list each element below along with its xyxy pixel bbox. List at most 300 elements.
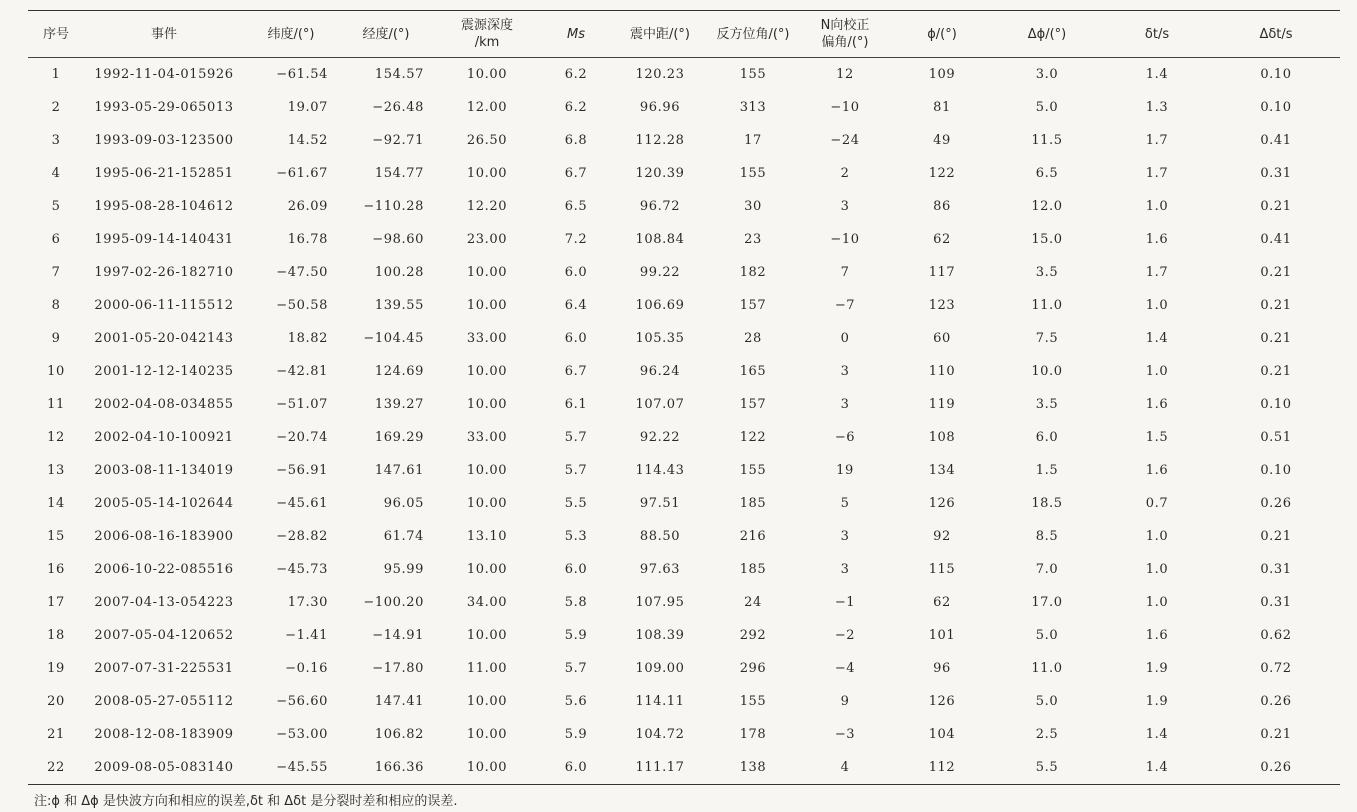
cell-phi: 86 <box>933 199 951 214</box>
cell-magnitude: 5.9 <box>564 628 588 643</box>
cell-n-correction: 3 <box>840 529 850 544</box>
cell-distance: 114.43 <box>635 463 685 478</box>
cell-depth: 12.20 <box>466 199 508 214</box>
cell-n-correction: 12 <box>836 67 854 82</box>
cell-event: 2003-08-11-134019 <box>94 463 234 478</box>
cell-delta-phi: 6.0 <box>1035 430 1059 445</box>
cell-index: 10 <box>47 364 65 379</box>
cell-n-correction: −3 <box>834 727 856 742</box>
col-header-longitude: 经度/(°) <box>362 26 410 42</box>
cell-delta-delta-t: 0.21 <box>1260 298 1292 313</box>
cell-back-azimuth: 122 <box>739 430 767 445</box>
cell-delta-delta-t: 0.21 <box>1260 331 1292 346</box>
cell-delta-t: 1.4 <box>1145 331 1169 346</box>
cell-delta-delta-t: 0.21 <box>1260 199 1292 214</box>
cell-latitude: −61.54 <box>276 67 328 82</box>
cell-event: 2007-07-31-225531 <box>94 661 234 676</box>
cell-phi: 101 <box>928 628 956 643</box>
cell-depth: 10.00 <box>466 397 508 412</box>
cell-index: 3 <box>51 133 61 148</box>
cell-magnitude: 6.0 <box>564 331 588 346</box>
cell-n-correction: −6 <box>834 430 856 445</box>
cell-latitude: −53.00 <box>276 727 328 742</box>
cell-longitude: −14.91 <box>372 628 424 643</box>
cell-delta-t: 1.0 <box>1145 298 1169 313</box>
cell-distance: 92.22 <box>639 430 681 445</box>
cell-back-azimuth: 182 <box>739 265 767 280</box>
cell-delta-t: 1.7 <box>1145 265 1169 280</box>
col-header-delta-phi: Δϕ/(°) <box>1027 26 1067 42</box>
table-row <box>28 652 1340 685</box>
cell-magnitude: 6.2 <box>564 100 588 115</box>
col-header-phi: ϕ/(°) <box>927 26 957 42</box>
table-row <box>28 487 1340 520</box>
cell-distance: 120.39 <box>635 166 685 181</box>
cell-delta-t: 1.4 <box>1145 760 1169 775</box>
table-row <box>28 388 1340 421</box>
cell-index: 17 <box>47 595 65 610</box>
col-header-depth: 震源深度 /km <box>460 18 513 50</box>
cell-delta-delta-t: 0.21 <box>1260 529 1292 544</box>
cell-back-azimuth: 28 <box>744 331 762 346</box>
table-row <box>28 322 1340 355</box>
cell-event: 1995-09-14-140431 <box>94 232 234 247</box>
cell-index: 19 <box>47 661 65 676</box>
cell-index: 21 <box>47 727 65 742</box>
cell-index: 7 <box>51 265 61 280</box>
cell-index: 11 <box>47 397 65 412</box>
table-body <box>28 58 1340 785</box>
cell-magnitude: 5.7 <box>564 661 588 676</box>
cell-longitude: 106.82 <box>374 727 424 742</box>
cell-magnitude: 5.5 <box>564 496 588 511</box>
cell-n-correction: 19 <box>836 463 854 478</box>
cell-index: 4 <box>51 166 61 181</box>
cell-depth: 10.00 <box>466 628 508 643</box>
cell-n-correction: −4 <box>834 661 856 676</box>
cell-index: 16 <box>47 562 65 577</box>
cell-longitude: 124.69 <box>374 364 424 379</box>
cell-magnitude: 6.4 <box>564 298 588 313</box>
col-header-epicentral-distance: 震中距/(°) <box>629 26 691 42</box>
cell-back-azimuth: 155 <box>739 463 767 478</box>
col-header-index: 序号 <box>42 26 69 42</box>
cell-delta-t: 0.7 <box>1145 496 1169 511</box>
cell-event: 2002-04-08-034855 <box>94 397 234 412</box>
cell-delta-delta-t: 0.26 <box>1260 760 1292 775</box>
cell-delta-phi: 11.0 <box>1031 661 1063 676</box>
cell-back-azimuth: 138 <box>739 760 767 775</box>
cell-event: 1992-11-04-015926 <box>94 67 234 82</box>
cell-latitude: 26.09 <box>287 199 328 214</box>
cell-latitude: −0.16 <box>285 661 328 676</box>
earthquake-events-table <box>28 10 1340 785</box>
cell-back-azimuth: 157 <box>739 397 767 412</box>
cell-back-azimuth: 313 <box>739 100 767 115</box>
table-footnote: 注:ϕ 和 Δϕ 是快波方向和相应的误差,δt 和 Δδt 是分裂时差和相应的误差. <box>34 794 458 809</box>
cell-delta-phi: 18.5 <box>1031 496 1063 511</box>
cell-delta-phi: 1.5 <box>1035 463 1059 478</box>
cell-phi: 109 <box>928 67 956 82</box>
data-table-container <box>28 10 1340 785</box>
cell-distance: 109.00 <box>635 661 685 676</box>
cell-back-azimuth: 157 <box>739 298 767 313</box>
cell-delta-delta-t: 0.31 <box>1260 595 1292 610</box>
cell-delta-phi: 7.0 <box>1035 562 1059 577</box>
cell-phi: 110 <box>928 364 956 379</box>
cell-phi: 112 <box>928 760 956 775</box>
cell-n-correction: 5 <box>840 496 850 511</box>
cell-index: 8 <box>51 298 61 313</box>
cell-delta-phi: 15.0 <box>1031 232 1063 247</box>
cell-distance: 105.35 <box>635 331 685 346</box>
cell-event: 1997-02-26-182710 <box>94 265 234 280</box>
cell-delta-delta-t: 0.62 <box>1260 628 1292 643</box>
cell-delta-t: 1.0 <box>1145 562 1169 577</box>
cell-n-correction: 4 <box>840 760 850 775</box>
cell-magnitude: 6.0 <box>564 562 588 577</box>
cell-delta-t: 1.9 <box>1145 661 1169 676</box>
cell-delta-t: 1.6 <box>1145 397 1169 412</box>
cell-back-azimuth: 178 <box>739 727 767 742</box>
cell-magnitude: 6.5 <box>564 199 588 214</box>
cell-latitude: −56.60 <box>276 694 328 709</box>
table-row <box>28 751 1340 785</box>
cell-n-correction: 3 <box>840 562 850 577</box>
cell-event: 1995-06-21-152851 <box>94 166 234 181</box>
table-row <box>28 586 1340 619</box>
table-row <box>28 58 1340 92</box>
cell-delta-t: 1.4 <box>1145 727 1169 742</box>
cell-n-correction: −10 <box>830 232 860 247</box>
table-row <box>28 619 1340 652</box>
cell-depth: 10.00 <box>466 265 508 280</box>
cell-delta-delta-t: 0.72 <box>1260 661 1292 676</box>
cell-back-azimuth: 17 <box>744 133 762 148</box>
cell-event: 2008-12-08-183909 <box>94 727 234 742</box>
cell-depth: 26.50 <box>466 133 508 148</box>
table-row <box>28 256 1340 289</box>
cell-longitude: −92.71 <box>372 133 424 148</box>
table-row <box>28 91 1340 124</box>
table-row <box>28 553 1340 586</box>
cell-longitude: −110.28 <box>363 199 424 214</box>
cell-delta-delta-t: 0.10 <box>1260 397 1292 412</box>
cell-delta-phi: 5.0 <box>1035 694 1059 709</box>
cell-longitude: 100.28 <box>374 265 424 280</box>
cell-phi: 62 <box>933 232 951 247</box>
cell-delta-delta-t: 0.41 <box>1260 133 1292 148</box>
cell-depth: 13.10 <box>466 529 508 544</box>
cell-phi: 92 <box>933 529 951 544</box>
cell-phi: 62 <box>933 595 951 610</box>
cell-distance: 99.22 <box>639 265 681 280</box>
cell-delta-phi: 2.5 <box>1035 727 1059 742</box>
cell-delta-delta-t: 0.31 <box>1260 562 1292 577</box>
col-header-magnitude: Ms <box>567 26 585 42</box>
cell-index: 5 <box>51 199 61 214</box>
cell-longitude: −26.48 <box>372 100 424 115</box>
cell-latitude: 19.07 <box>287 100 328 115</box>
cell-latitude: −20.74 <box>276 430 328 445</box>
cell-distance: 96.24 <box>639 364 681 379</box>
cell-index: 2 <box>51 100 61 115</box>
table-row <box>28 454 1340 487</box>
cell-depth: 33.00 <box>466 331 508 346</box>
cell-delta-t: 1.0 <box>1145 529 1169 544</box>
cell-delta-phi: 7.5 <box>1035 331 1059 346</box>
cell-depth: 23.00 <box>466 232 508 247</box>
cell-back-azimuth: 216 <box>739 529 767 544</box>
cell-delta-delta-t: 0.41 <box>1260 232 1292 247</box>
cell-n-correction: −1 <box>834 595 856 610</box>
cell-distance: 107.07 <box>635 397 685 412</box>
cell-delta-t: 1.3 <box>1145 100 1169 115</box>
cell-back-azimuth: 155 <box>739 166 767 181</box>
cell-event: 2008-05-27-055112 <box>94 694 234 709</box>
col-header-event: 事件 <box>150 26 177 42</box>
cell-distance: 108.39 <box>635 628 685 643</box>
cell-depth: 10.00 <box>466 166 508 181</box>
cell-latitude: 18.82 <box>287 331 328 346</box>
cell-distance: 96.72 <box>639 199 681 214</box>
table-row <box>28 289 1340 322</box>
cell-latitude: −56.91 <box>276 463 328 478</box>
cell-depth: 10.00 <box>466 67 508 82</box>
cell-event: 2002-04-10-100921 <box>94 430 234 445</box>
cell-delta-phi: 5.5 <box>1035 760 1059 775</box>
cell-index: 9 <box>51 331 61 346</box>
cell-longitude: −104.45 <box>363 331 424 346</box>
cell-phi: 104 <box>928 727 956 742</box>
cell-back-azimuth: 296 <box>739 661 767 676</box>
cell-magnitude: 5.9 <box>564 727 588 742</box>
cell-event: 2001-05-20-042143 <box>94 331 234 346</box>
col-header-latitude: 纬度/(°) <box>267 26 315 42</box>
cell-delta-delta-t: 0.26 <box>1260 496 1292 511</box>
cell-back-azimuth: 30 <box>744 199 762 214</box>
cell-longitude: −17.80 <box>372 661 424 676</box>
cell-delta-t: 1.7 <box>1145 166 1169 181</box>
cell-back-azimuth: 185 <box>739 496 767 511</box>
cell-latitude: −45.73 <box>276 562 328 577</box>
cell-phi: 123 <box>928 298 956 313</box>
table-row <box>28 223 1340 256</box>
table-row <box>28 124 1340 157</box>
cell-distance: 111.17 <box>635 760 685 775</box>
cell-event: 2007-05-04-120652 <box>94 628 234 643</box>
cell-phi: 134 <box>928 463 956 478</box>
cell-magnitude: 5.7 <box>564 463 588 478</box>
cell-delta-phi: 3.5 <box>1035 397 1059 412</box>
cell-delta-phi: 12.0 <box>1031 199 1063 214</box>
cell-depth: 33.00 <box>466 430 508 445</box>
cell-n-correction: 2 <box>840 166 850 181</box>
cell-event: 1995-08-28-104612 <box>94 199 234 214</box>
cell-latitude: −61.67 <box>276 166 328 181</box>
cell-index: 1 <box>51 67 61 82</box>
cell-delta-phi: 3.5 <box>1035 265 1059 280</box>
cell-magnitude: 6.0 <box>564 265 588 280</box>
cell-event: 2006-10-22-085516 <box>94 562 234 577</box>
cell-index: 18 <box>47 628 65 643</box>
cell-phi: 119 <box>928 397 956 412</box>
cell-depth: 12.00 <box>466 100 508 115</box>
cell-longitude: 147.61 <box>374 463 424 478</box>
cell-delta-t: 1.4 <box>1145 67 1169 82</box>
cell-phi: 122 <box>928 166 956 181</box>
cell-delta-phi: 5.0 <box>1035 100 1059 115</box>
table-row <box>28 718 1340 751</box>
cell-index: 20 <box>47 694 65 709</box>
cell-distance: 107.95 <box>635 595 685 610</box>
cell-longitude: 169.29 <box>374 430 424 445</box>
cell-phi: 117 <box>928 265 956 280</box>
col-header-back-azimuth: 反方位角/(°) <box>716 26 790 42</box>
cell-event: 1993-05-29-065013 <box>94 100 234 115</box>
cell-longitude: 166.36 <box>374 760 424 775</box>
table-header-row <box>28 11 1340 58</box>
cell-n-correction: 9 <box>840 694 850 709</box>
cell-depth: 34.00 <box>466 595 508 610</box>
cell-magnitude: 5.8 <box>564 595 588 610</box>
cell-event: 2001-12-12-140235 <box>94 364 234 379</box>
cell-latitude: 17.30 <box>287 595 328 610</box>
cell-back-azimuth: 185 <box>739 562 767 577</box>
cell-distance: 88.50 <box>639 529 681 544</box>
cell-delta-t: 1.6 <box>1145 463 1169 478</box>
cell-distance: 96.96 <box>639 100 681 115</box>
cell-distance: 120.23 <box>635 67 685 82</box>
cell-index: 6 <box>51 232 61 247</box>
cell-latitude: 16.78 <box>287 232 328 247</box>
cell-latitude: 14.52 <box>287 133 328 148</box>
cell-latitude: −42.81 <box>276 364 328 379</box>
cell-back-azimuth: 155 <box>739 67 767 82</box>
cell-phi: 108 <box>928 430 956 445</box>
cell-depth: 10.00 <box>466 364 508 379</box>
cell-latitude: −50.58 <box>276 298 328 313</box>
cell-depth: 10.00 <box>466 760 508 775</box>
cell-delta-t: 1.7 <box>1145 133 1169 148</box>
cell-latitude: −47.50 <box>276 265 328 280</box>
cell-delta-t: 1.0 <box>1145 595 1169 610</box>
cell-event: 1993-09-03-123500 <box>94 133 234 148</box>
cell-delta-t: 1.0 <box>1145 364 1169 379</box>
cell-delta-delta-t: 0.10 <box>1260 463 1292 478</box>
cell-delta-delta-t: 0.21 <box>1260 364 1292 379</box>
cell-delta-phi: 5.0 <box>1035 628 1059 643</box>
cell-delta-phi: 6.5 <box>1035 166 1059 181</box>
table-row <box>28 520 1340 553</box>
cell-n-correction: −10 <box>830 100 860 115</box>
cell-delta-phi: 11.0 <box>1031 298 1063 313</box>
cell-depth: 10.00 <box>466 694 508 709</box>
cell-back-azimuth: 165 <box>739 364 767 379</box>
table-row <box>28 190 1340 223</box>
cell-phi: 115 <box>928 562 956 577</box>
cell-magnitude: 6.1 <box>564 397 588 412</box>
cell-latitude: −1.41 <box>285 628 328 643</box>
cell-magnitude: 6.0 <box>564 760 588 775</box>
cell-distance: 97.63 <box>639 562 681 577</box>
cell-delta-delta-t: 0.21 <box>1260 265 1292 280</box>
col-header-n-correction: N向校正 偏角/(°) <box>820 18 870 50</box>
cell-phi: 60 <box>933 331 951 346</box>
cell-phi: 96 <box>933 661 951 676</box>
cell-back-azimuth: 24 <box>744 595 762 610</box>
cell-longitude: −100.20 <box>363 595 424 610</box>
cell-longitude: 154.57 <box>374 67 424 82</box>
cell-n-correction: 3 <box>840 397 850 412</box>
col-header-delta-delta-t: Δδt/s <box>1259 26 1293 42</box>
cell-magnitude: 6.7 <box>564 364 588 379</box>
cell-magnitude: 7.2 <box>564 232 588 247</box>
cell-depth: 10.00 <box>466 562 508 577</box>
cell-depth: 10.00 <box>466 298 508 313</box>
cell-magnitude: 6.8 <box>564 133 588 148</box>
col-header-delta-t: δt/s <box>1144 26 1170 42</box>
cell-longitude: 154.77 <box>374 166 424 181</box>
cell-index: 15 <box>47 529 65 544</box>
cell-magnitude: 5.6 <box>564 694 588 709</box>
cell-index: 14 <box>47 496 65 511</box>
cell-magnitude: 6.2 <box>564 67 588 82</box>
cell-delta-delta-t: 0.51 <box>1260 430 1292 445</box>
table-row <box>28 355 1340 388</box>
table-row <box>28 421 1340 454</box>
cell-delta-t: 1.5 <box>1145 430 1169 445</box>
cell-index: 12 <box>47 430 65 445</box>
cell-delta-t: 1.9 <box>1145 694 1169 709</box>
cell-depth: 10.00 <box>466 463 508 478</box>
cell-delta-phi: 17.0 <box>1031 595 1063 610</box>
cell-distance: 114.11 <box>635 694 685 709</box>
cell-n-correction: −7 <box>834 298 856 313</box>
cell-event: 2000-06-11-115512 <box>94 298 234 313</box>
cell-event: 2007-04-13-054223 <box>94 595 234 610</box>
cell-longitude: 139.27 <box>374 397 424 412</box>
cell-n-correction: 7 <box>840 265 850 280</box>
cell-delta-delta-t: 0.10 <box>1260 100 1292 115</box>
cell-n-correction: −24 <box>830 133 860 148</box>
cell-index: 22 <box>47 760 65 775</box>
cell-magnitude: 5.3 <box>564 529 588 544</box>
cell-delta-t: 1.6 <box>1145 232 1169 247</box>
cell-distance: 97.51 <box>639 496 681 511</box>
cell-n-correction: 3 <box>840 364 850 379</box>
cell-delta-delta-t: 0.10 <box>1260 67 1292 82</box>
cell-event: 2009-08-05-083140 <box>94 760 234 775</box>
cell-longitude: 61.74 <box>383 529 424 544</box>
cell-longitude: 139.55 <box>374 298 424 313</box>
cell-latitude: −28.82 <box>276 529 328 544</box>
cell-distance: 112.28 <box>635 133 685 148</box>
cell-longitude: 147.41 <box>374 694 424 709</box>
cell-distance: 106.69 <box>635 298 685 313</box>
cell-latitude: −45.61 <box>276 496 328 511</box>
cell-delta-phi: 8.5 <box>1035 529 1059 544</box>
cell-longitude: 96.05 <box>383 496 424 511</box>
cell-delta-phi: 11.5 <box>1031 133 1063 148</box>
table-row <box>28 685 1340 718</box>
cell-n-correction: −2 <box>834 628 856 643</box>
cell-phi: 49 <box>933 133 951 148</box>
cell-event: 2006-08-16-183900 <box>94 529 234 544</box>
table-row <box>28 157 1340 190</box>
cell-n-correction: 3 <box>840 199 850 214</box>
cell-distance: 108.84 <box>635 232 685 247</box>
